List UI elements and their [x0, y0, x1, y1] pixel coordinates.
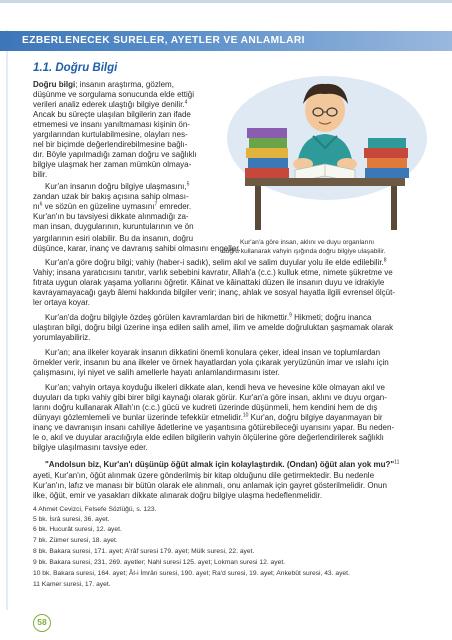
footnote-7: 7 bk. Zümer suresi, 18. ayet.	[33, 537, 118, 544]
p2-line-2: zandan uzak bir bakış açısına sahip olması-	[33, 192, 189, 201]
p2-line-6: yargılarının esiri olabilir. Bu da insanın, doğru	[33, 234, 194, 243]
p6-line-6: le o, akıl ve duyular aracılığıyla elde edilen bilgilerin vahyin ölçülerine göre değerlendirilerek sağlıklı	[33, 433, 384, 442]
p1-line-9: bilgiye ulaşmak her zaman mümkün olmaya-	[33, 160, 192, 169]
chapter-header-title: EZBERLENECEK SURELER, AYETLER VE ANLAMLARI	[22, 35, 305, 46]
footnote-11: 11 Kamer suresi, 17. ayet.	[33, 581, 111, 588]
footnote-4: 4 Ahmet Cevizci, Felsefe Sözlüğü, s. 123.	[33, 506, 157, 513]
footnote-ref: 7	[154, 201, 158, 208]
p7-line-4: ilke, öğüt, emir ve yasakları dikkate alınarak doğru bilgiye ulaşma hedeflenmelidir.	[33, 491, 323, 500]
p1-line-6: yargılarından kurtulabilmesine, olayları nes-	[33, 130, 188, 139]
p1-line-5: etmemesi ve insanı yanıltmaması kişinin ön-	[33, 120, 190, 129]
p3-line-5: ler ortaya koyar.	[33, 298, 90, 307]
p6-line-2: duyuları da tıpkı vahiy gibi birer bilgi kaynağı olarak görür. Kur'an'a göre insan, aklını ve duyu organ-	[33, 393, 387, 402]
footnote-ref: 6	[39, 201, 43, 208]
footnote-8: 8 bk. Bakara suresi, 171. ayet; A'râf suresi 179. ayet; Mülk suresi, 22. ayet.	[33, 548, 255, 555]
p5-line-1: Kur'an; ana ilkeler koyarak insanın dikkatini önemli konulara çeker, ideal insan ve toplumlardan	[45, 348, 381, 357]
section-title: 1.1. Doğru Bilgi	[33, 62, 118, 74]
p1-line-8: dır. Böyle yapılmadığı zaman doğru ve sağlıklı	[33, 150, 197, 159]
p2-line-3	[33, 202, 191, 212]
illustration-caption-line-1: Kur'an'a göre insan, aklını ve duyu organlarını	[240, 239, 375, 246]
p3-line-1	[45, 258, 387, 268]
p3-line-2: Vahiy; insana yaratıcısını tanıtır, varlık sebebini kavratır, Allah'a (c.c.) kulluk etme, nimete şükretme ve	[33, 268, 393, 277]
p1-line-3	[33, 100, 187, 110]
ayet-quote: "Andolsun biz, Kur'an'ı düşünüp öğüt almak için kolaylaştırdık. (Ondan) öğüt alan yok mu?"	[45, 460, 395, 469]
p4-line-1-text: Kur'an'da doğru bilgiyle özdeş görülen kavramlardan biri de hikmettir.	[45, 313, 290, 322]
p4-line-1	[45, 313, 371, 323]
p2-line-3-c: emreder.	[157, 202, 192, 211]
p2-line-3-a: nı	[33, 202, 40, 211]
chapter-header	[0, 31, 452, 51]
p1-line-1	[33, 80, 174, 90]
p1-line-4: Ancak bu süreçte ulaşılan bilgilerin zan ifade	[33, 110, 191, 119]
footnote-10: 10 bk. Bakara suresi, 164. ayet; Âl-i İmrân suresi, 190. ayet; Ra'd suresi, 19. ayet; Ankebût suresi, 43. ayet.	[33, 570, 350, 577]
p7-line-1	[45, 460, 399, 470]
p2-line-3-b: ve sözün en güzeline uymasını	[42, 202, 155, 211]
p4-line-3: yorumlayabiliriz.	[33, 333, 91, 342]
footnote-ref: 5	[186, 181, 190, 188]
term-bold: Doğru bilgi	[33, 80, 76, 89]
p3-line-1-text: Kur'an'a göre doğru bilgi; vahiy (haber-i sadık), selim akıl ve salim duyular yolu ile elde edilebilir.	[45, 258, 384, 267]
p5-line-3: çalışmasını, iyi niyet ve salih amellerle hayatı anlamlandırmasını ister.	[33, 368, 280, 377]
p6-line-4-text: dünyayı gözlemlemeli ve bunlar üzerinde tefekkür etmelidir.	[33, 413, 243, 422]
p2-line-1	[45, 182, 189, 192]
p2-line-1-text: Kur'an insanın doğru bilgiye ulaşmasını,	[45, 182, 187, 191]
page-number: 58	[33, 614, 51, 632]
p6-line-3: larını doğru kullanarak Allah'ın (c.c.) gücü ve kudreti üzerinde düşünmeli, hem kendini hem de dış	[33, 403, 378, 412]
p5-line-2: örnekler verir, insanın bu ana ilkeler ve örnek hayatlardan yola çıkarak yeryüzünün imar ve ıslahı için	[33, 358, 389, 367]
p4-line-1-rest: Hikmeti; doğru inanca	[291, 313, 372, 322]
p7-line-2: ayeti, Kur'an'ın, öğüt alınmak üzere gönderilmiş bir kitap olduğunu dile getirmektedir. Bu nedenle	[33, 471, 375, 480]
footnote-ref: 8	[383, 257, 387, 264]
illustration-caption-line-2: doğru kullanarak vahyin ışığında doğru bilgiye ulaşabilir.	[222, 248, 386, 255]
p7-line-3: Kur'an'ın, lafız ve manası bir bütün olarak ele alınmalı, onu anlamak için gayret gösterilmelidir. Onun	[33, 481, 387, 490]
student-reading-illustration	[215, 70, 433, 235]
p3-line-3: fıtrata uygun olarak yaşama yollarını öğretir. Kâinat ve kâinattaki düzen ile insanın duyu ve idrakiyle	[33, 278, 385, 287]
p6-line-5: inanç ve davranışın insanı cahiliye âdetlerine ve yaşantısına götürebileceği uyarısını yapar. Bu neden-	[33, 423, 395, 432]
p3-line-4: kavrayamayacağı gayb âlemi hakkında bilgiler verir; inanç, ahlak ve sosyal hayatla ilgili evrensel ölçüt-	[33, 288, 395, 297]
p6-line-7: bilgiye ulaşılmasını tavsiye eder.	[33, 443, 148, 452]
p1-line-3-text: verileri analiz ederek ulaştığı bilgiye denilir.	[33, 100, 185, 109]
footnote-6: 6 bk. Hucurât suresi, 12. ayet.	[33, 526, 122, 533]
p2-line-4: Kur'an'ın bu tavsiyesi dikkate alınmadığı za-	[33, 212, 189, 221]
p6-line-4	[33, 413, 383, 423]
footnote-ref: 4	[184, 99, 188, 106]
margin-bar	[6, 30, 8, 610]
footnote-ref: 9	[289, 312, 292, 319]
p1-line-1-rest: ; insanın araştırma, gözlem,	[75, 80, 174, 89]
p6-line-1: Kur'an; vahyin ortaya koyduğu ilkeleri dikkate alan, kendi heva ve hevesine köle olmayan akıl ve	[45, 383, 385, 392]
footnote-9: 9 bk. Bakara suresi, 231, 269. ayetler; Nahl suresi 125. ayet; Lokman suresi 12. ayet.	[33, 559, 286, 566]
p1-line-7: nel bir biçimde değerlendirebilmesine bağlı-	[33, 140, 188, 149]
footnote-ref: 10	[242, 412, 249, 419]
p6-line-4-rest: Kur'an, doğru bilgiye dayanmayan bir	[248, 413, 383, 422]
p1-line-10: bilir.	[33, 170, 48, 179]
p1-line-2: düşünme ve sorgulama sonucunda elde ettiği	[33, 90, 194, 99]
p2-line-5: man insan, duygularının, kuruntularının ve ön	[33, 222, 194, 231]
footnote-5: 5 bk. İsrâ suresi, 36. ayet.	[33, 516, 110, 523]
p4-line-2: ulaştıran bilgi, doğru bilgi üzerine inşa edilen salih amel, ilim ve amelde doğruluktan şaşmamak olarak	[33, 323, 394, 332]
top-rule	[0, 0, 452, 3]
footnote-ref: 11	[394, 459, 400, 466]
p2-line-7: düşünce, karar, inanç ve davranış sahibi olmasını engeller.	[33, 244, 241, 253]
